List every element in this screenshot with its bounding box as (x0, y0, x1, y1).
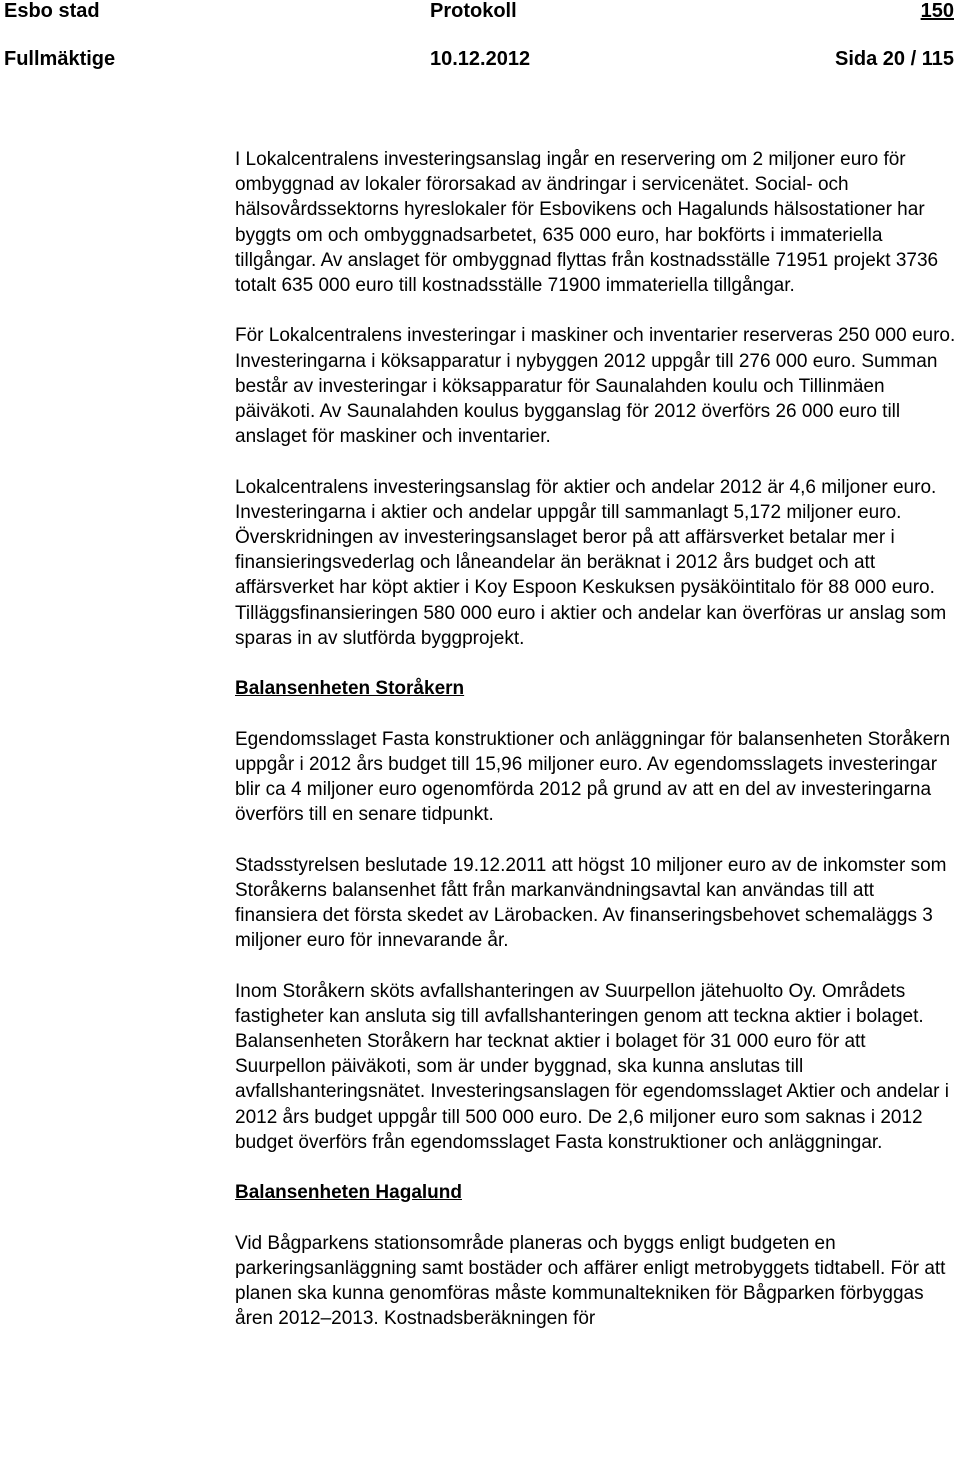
section-heading: Balansenheten Storåkern (235, 678, 465, 700)
paragraph: Stadsstyrelsen beslutade 19.12.2011 att högst 10 miljoner euro av de inkomster som Storåkerns balansenhet fått från markanvändningsavtal kan användas till att finansiera det första skedet av Lärobacken. Av finanseringsbehovet schemaläggs 3 miljoner euro för innevarande år. (235, 854, 947, 952)
body-name: Fullmäktige (4, 48, 116, 70)
section-heading: Balansenheten Hagalund (235, 1182, 462, 1204)
page-number: Sida 20 / 115 (835, 48, 954, 70)
header-row-2 (0, 48, 960, 74)
paragraph: I Lokalcentralens investeringsanslag ingår en reservering om 2 miljoner euro för ombyggnad av lokaler förorsakad av ändringar i servicenätet. Social- och hälsovårdssektorns hyreslokaler för Esbovikens och Hagalunds hälsostationer har byggts om och ombyggnadsarbetet, 635 000 euro, har bokförts i immateriella tillgångar. Av anslaget för ombyggnad flyttas från kostnadsställe 71951 projekt 3736 totalt 635 000 euro till kostnadsställe 71900 immateriella tillgångar. (235, 149, 939, 297)
header-row-1 (0, 0, 960, 26)
paragraph: Inom Storåkern sköts avfallshanteringen av Suurpellon jätehuolto Oy. Områdets fastigheter kan ansluta sig till avfallshanteringen genom att teckna aktier i bolaget. Balansenheten Storåkern har tecknat aktier i bolaget för 31 000 euro för att Suurpellon päiväkoti, som är under byggnad, ska kunna anslutas till avfallshanteringsnätet. Investeringsanslagen för egendomsslaget Aktier och andelar i 2012 års budget uppgår till 500 000 euro. De 2,6 miljoner euro som saknas i 2012 budget överförs från egendomsslaget Fasta konstruktioner och anläggningar. (235, 980, 949, 1153)
meeting-date: 10.12.2012 (430, 48, 531, 70)
paragraph: Lokalcentralens investeringsanslag för aktier och andelar 2012 är 4,6 miljoner euro. Investeringarna i aktier och andelar uppgår till sammanlagt 5,172 miljoner euro. Överskridningen av investeringsanslaget beror på att affärsverket betalar mer i finansieringsvederlag och låneandelar än beräknat i 2012 års budget och att affärsverket har köpt aktier i Koy Espoon Keskuksen pysäköintitalo för 88 000 euro. Tilläggsfinansieringen 580 000 euro i aktier och andelar kan överföras ur anslag som sparas in av slutförda byggprojekt. (235, 476, 947, 649)
protocol-number: 150 (920, 0, 954, 22)
paragraph: För Lokalcentralens investeringar i maskiner och inventarier reserveras 250 000 euro. Investeringarna i köksapparatur i nybyggen 2012 uppgår till 276 000 euro. Summan består av investeringar i köksapparatur för Saunalahden koulu och Tillinmäen päiväkoti. Av Saunalahden koulus bygganslag för 2012 överförs 26 000 euro till anslaget för maskiner och inventarier. (235, 325, 956, 448)
paragraph: Egendomsslaget Fasta konstruktioner och anläggningar för balansenheten Storåkern uppgår i 2012 års budget till 15,96 miljoner euro. Av egendomsslagets investeringar blir ca 4 miljoner euro ogenomförda 2012 på grund av att en del av investeringarna överförs till en senare tidpunkt. (235, 728, 951, 826)
document-body (235, 147, 957, 1357)
document-type: Protokoll (430, 0, 517, 22)
city-name: Esbo stad (4, 0, 100, 22)
paragraph: Vid Bågparkens stationsområde planeras och byggs enligt budgeten en parkeringsanläggning samt bostäder och affärer enligt metrobyggets tidtabell. För att planen ska kunna genomföras måste kommunaltekniken för Bågparken förbyggas åren 2012–2013. Kostnadsberäkningen för (235, 1232, 946, 1330)
